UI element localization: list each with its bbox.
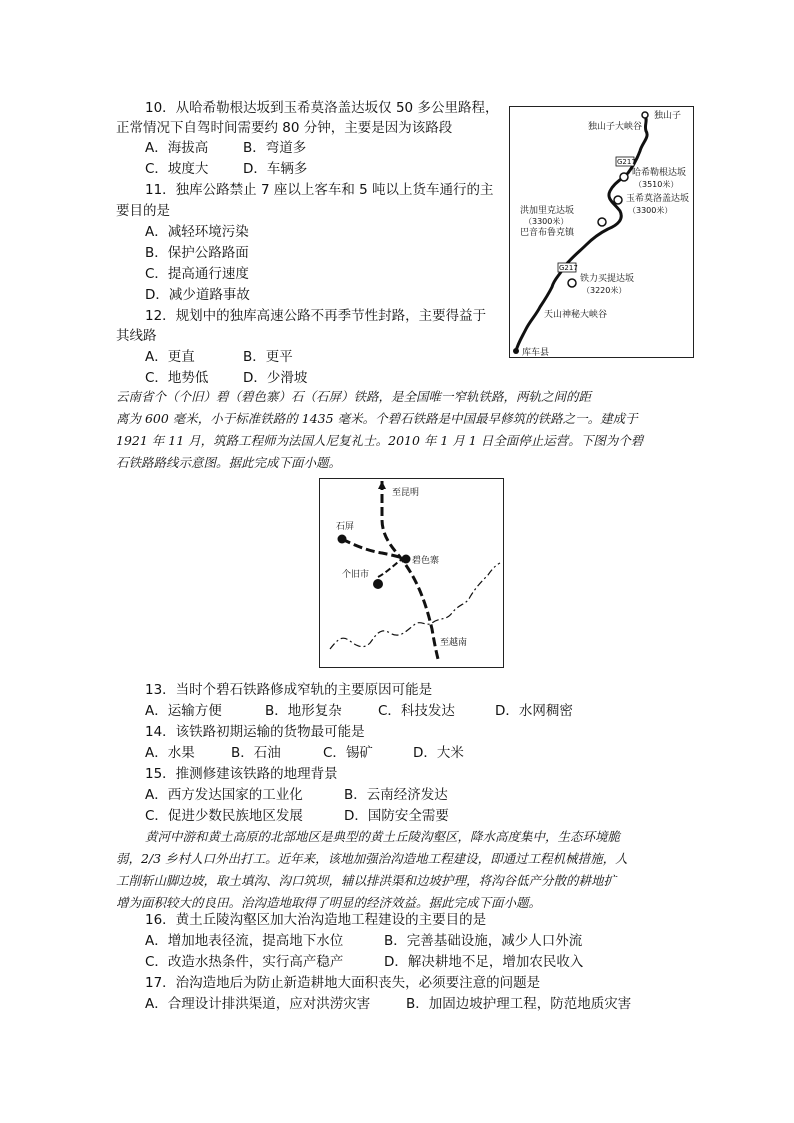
- q10-option-a: A．海拔高: [145, 140, 209, 156]
- railway-branch-line: [342, 539, 406, 559]
- railway-main-line: [382, 481, 438, 659]
- q12-option-d: D．少滑坡: [243, 370, 308, 386]
- q12-stem-line1: 12．规划中的独库高速公路不再季节性封路，主要得益于: [145, 308, 487, 324]
- dushanzi-label: 独山子: [654, 111, 682, 121]
- kuqa-label: 库车县: [522, 348, 550, 357]
- q12-option-b: B．更平: [243, 349, 293, 365]
- q13-stem: 13．当时个碧石铁路修成窄轨的主要原因可能是: [145, 682, 433, 698]
- bisezhai-label: 碧色寨: [412, 556, 440, 566]
- pass4-alt-label: （3220米）: [582, 286, 627, 295]
- g217-label-a: G217: [617, 158, 636, 166]
- shiping-label: 石屏: [336, 522, 355, 532]
- intro3-line1: 黄河中游和黄土高原的北部地区是典型的黄土丘陵沟壑区，降水高度集中，生态环境脆: [145, 829, 621, 844]
- intro2-line3: 1921 年 11 月，筑路工程师为法国人尼复礼士。2010 年 1 月 1 日全面停止运营。下图为个碧: [116, 433, 644, 448]
- q13-option-c: C．科技发达: [378, 703, 455, 719]
- q17-option-b: B．加固边坡护理工程，防范地质灾害: [406, 996, 632, 1012]
- intro3-line2: 弱，2/3 乡村人口外出打工。近年来，该地加强治沟造地工程建设，即通过工程机械措施，人: [116, 851, 628, 866]
- q10-stem-line2: 正常情况下自驾时间需要约 80 分钟，主要是因为该路段: [116, 120, 453, 136]
- canyon1-label: 独山子大峡谷: [588, 122, 643, 132]
- kunming-label: 至昆明: [392, 488, 420, 498]
- q11-stem-line1: 11．独库公路禁止 7 座以上客车和 5 吨以上货车通行的主: [145, 182, 494, 198]
- q14-option-c: C．锡矿: [323, 745, 373, 761]
- shiping-marker: [338, 535, 347, 544]
- pass2-label: 玉希莫洛盖达坂: [626, 194, 690, 204]
- pass1-label: 哈希勒根达坂: [632, 168, 687, 178]
- q16-option-d: D．解决耕地不足，增加农民收入: [384, 954, 584, 970]
- q11-option-c: C．提高通行速度: [145, 266, 249, 282]
- pass2-marker: [614, 196, 622, 204]
- pass3-marker: [598, 218, 606, 226]
- q11-stem-line2: 要目的是: [116, 203, 170, 219]
- kuqa-marker: [513, 348, 519, 354]
- q16-option-b: B．完善基础设施，减少人口外流: [384, 933, 583, 949]
- q14-option-d: D．大米: [413, 745, 464, 761]
- yuenan-label: 至越南: [440, 638, 468, 648]
- pass2-alt-label: （3300米）: [628, 206, 673, 215]
- q16-stem: 16．黄土丘陵沟壑区加大治沟造地工程建设的主要目的是: [145, 912, 487, 928]
- bisezhai-marker: [402, 555, 411, 564]
- gejiu-marker: [373, 579, 383, 589]
- pass4-marker: [568, 279, 576, 287]
- pass4-label: 铁力买提达坂: [580, 274, 635, 284]
- intro2-line1: 云南省个（个旧）碧（碧色寨）石（石屏）铁路，是全国唯一窄轨铁路，两轨之间的距: [116, 389, 592, 404]
- gebishi-railway-map: [319, 478, 504, 668]
- gejiu-label: 个旧市: [342, 570, 370, 580]
- north-arrow-head: [378, 481, 386, 489]
- pass1-marker: [620, 173, 628, 181]
- q15-option-d: D．国防安全需要: [344, 808, 449, 824]
- town-label: 巴音布鲁克镇: [520, 228, 575, 238]
- q15-option-a: A．西方发达国家的工业化: [145, 787, 303, 803]
- railway-gejiu-branch: [378, 559, 402, 577]
- q10-option-d: D．车辆多: [243, 161, 308, 177]
- q15-stem: 15．推测修建该铁路的地理背景: [145, 766, 338, 782]
- q13-option-b: B．地形复杂: [265, 703, 342, 719]
- q17-option-a: A．合理设计排洪渠道，应对洪涝灾害: [145, 996, 371, 1012]
- q16-option-c: C．改造水热条件，实行高产稳产: [145, 954, 344, 970]
- q13-option-a: A．运输方便: [145, 703, 222, 719]
- intro3-line4: 增为面积较大的良田。治沟造地取得了明显的经济效益。据此完成下面小题。: [116, 895, 542, 910]
- duku-highway-map: [509, 106, 694, 358]
- pass1-alt-label: （3510米）: [634, 180, 679, 189]
- q10-option-c: C．坡度大: [145, 161, 209, 177]
- q10-stem-line1: 10．从哈希勒根达坂到玉希莫洛盖达坂仅 50 多公里路程，: [145, 100, 499, 116]
- pass3-alt-label: （3300米）: [524, 217, 569, 226]
- q11-option-d: D．减少道路事故: [145, 287, 250, 303]
- q13-option-d: D．水网稠密: [495, 703, 573, 719]
- q14-stem: 14．该铁路初期运输的货物最可能是: [145, 724, 365, 740]
- q15-option-c: C．促进少数民族地区发展: [145, 808, 303, 824]
- q14-option-b: B．石油: [231, 745, 281, 761]
- q11-option-a: A．减轻环境污染: [145, 224, 249, 240]
- intro2-line2: 离为 600 毫米，小于标准铁路的 1435 毫米。个碧石铁路是中国最早修筑的铁路之一。建成于: [116, 411, 638, 426]
- q11-option-b: B．保护公路路面: [145, 245, 249, 261]
- q17-stem: 17．治沟造地后为防止新造耕地大面积丧失，必须要注意的问题是: [145, 975, 541, 991]
- q12-option-a: A．更直: [145, 349, 195, 365]
- q10-option-b: B．弯道多: [243, 140, 307, 156]
- canyon2-label: 天山神秘大峡谷: [544, 310, 608, 320]
- q14-option-a: A．水果: [145, 745, 195, 761]
- intro3-line3: 工削斩山脚边坡，取土填沟、沟口筑坝，辅以排洪渠和边坡护理，将沟谷低产分散的耕地扩: [116, 873, 617, 888]
- g217-label-b: G217: [559, 264, 578, 272]
- dushanzi-marker: [642, 112, 648, 118]
- q15-option-b: B．云南经济发达: [344, 787, 448, 803]
- q16-option-a: A．增加地表径流，提高地下水位: [145, 933, 344, 949]
- intro2-line4: 石铁路路线示意图。据此完成下面小题。: [116, 455, 342, 470]
- q12-stem-line2: 其线路: [116, 328, 157, 344]
- q12-option-c: C．地势低: [145, 370, 209, 386]
- pass3-label: 洪加里克达坂: [520, 206, 575, 216]
